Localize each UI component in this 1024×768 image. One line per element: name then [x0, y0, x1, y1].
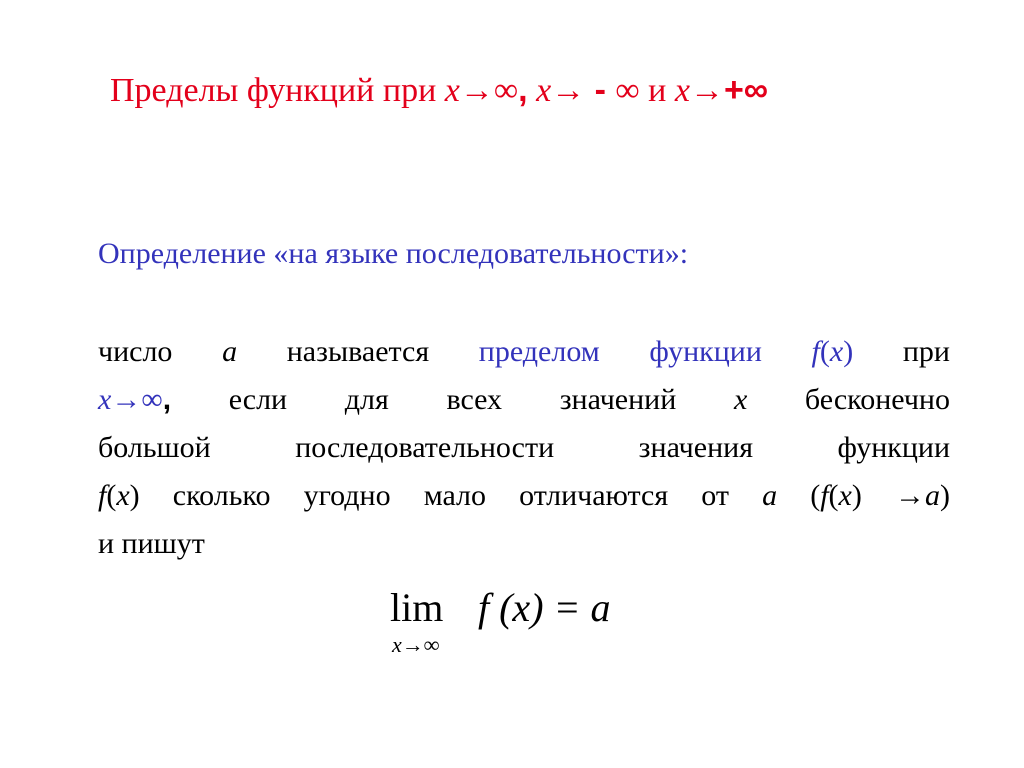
title-arrow2: →	[551, 72, 586, 109]
title-x1: x	[444, 72, 460, 109]
formula-lim: lim	[390, 585, 444, 630]
definition-heading: Определение «на языке последовательности»:	[98, 237, 689, 270]
title-x2: x	[536, 72, 552, 109]
formula-expression: f (x) = a	[478, 585, 611, 630]
limit-formula	[390, 582, 670, 662]
title-and: и	[639, 72, 675, 109]
formula-subscript: x→∞	[392, 632, 440, 657]
limit-term: пределом функции	[478, 335, 812, 368]
title-prefix: Пределы функций при	[110, 72, 445, 109]
definition-line-2: x→∞, если для всех значений x бесконечно	[98, 383, 950, 416]
definition-line-5: и пишут	[98, 527, 205, 560]
definition-line-3: большой последовательности значения функции	[98, 431, 950, 464]
title-arrow-plus-inf: →+∞	[689, 71, 769, 109]
title-minus: -	[585, 71, 616, 109]
definition-line-4: f(x) сколько угодно мало отличаются от a (f(x) →a)	[98, 479, 950, 512]
definition-line-1: число a называется пределом функции f(x) при	[98, 335, 950, 368]
slide-title	[110, 68, 930, 113]
title-x3: x	[674, 72, 690, 109]
definition-text	[98, 328, 950, 568]
title-comma: ,	[518, 71, 528, 109]
title-inf2: ∞	[615, 72, 640, 109]
title-arrow-inf1: →∞	[459, 72, 519, 109]
